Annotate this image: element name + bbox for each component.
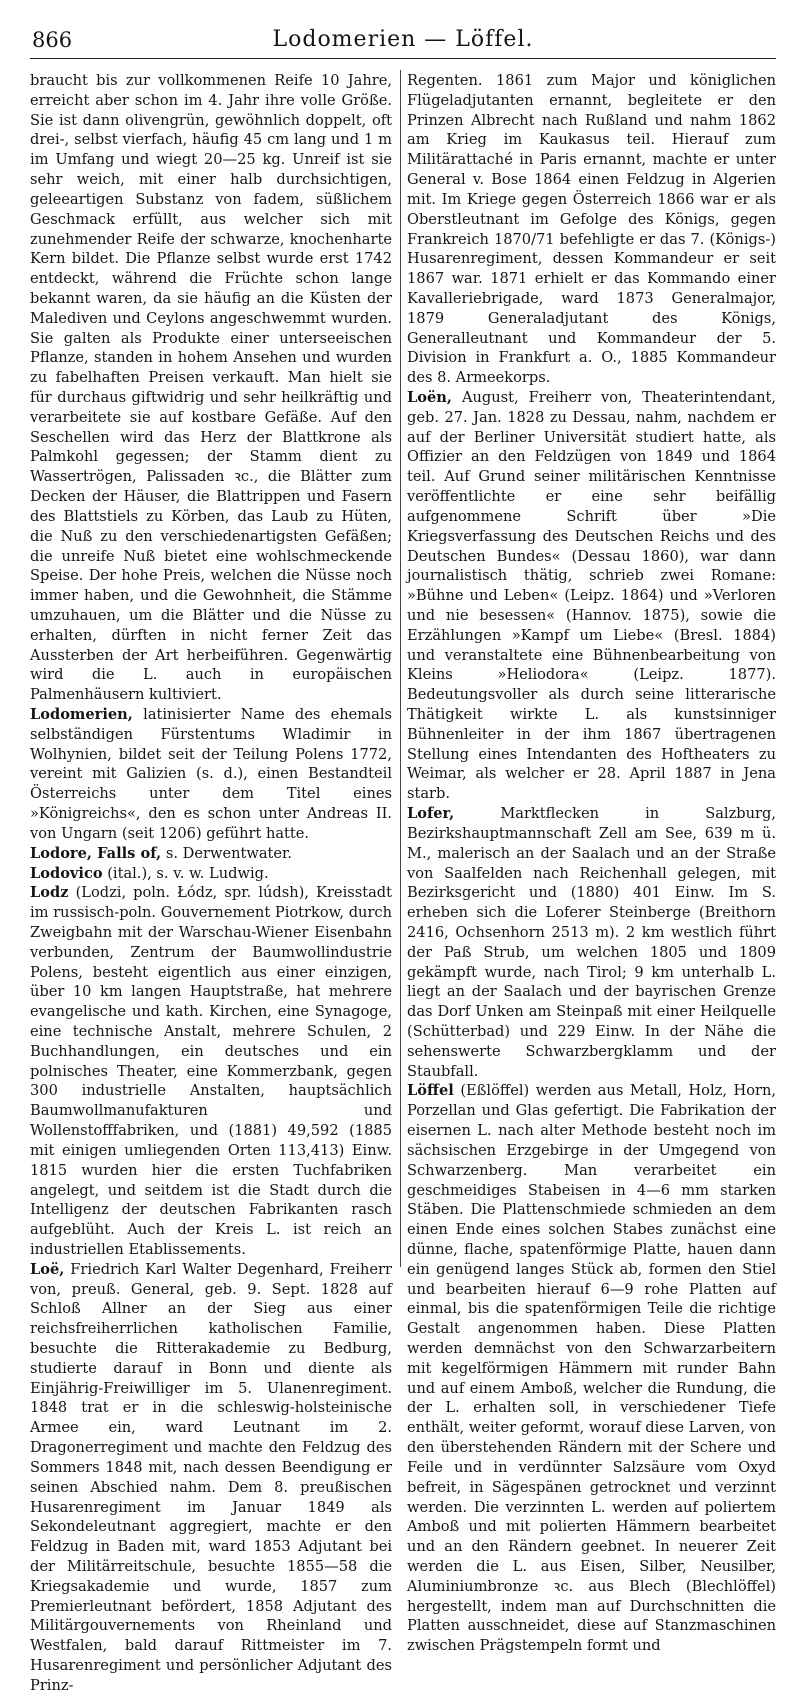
entry-headword: Loën, — [407, 389, 452, 406]
entry-text: s. Derwentwater. — [161, 844, 293, 862]
dictionary-entry — [30, 883, 392, 1259]
entry-text: (Eßlöffel) werden aus Metall, Holz, Horn, Porzellan und Glas gefertigt. Die Fabrikation der eisernen L. nach alter Methode besteht noch im sächsischen Erzgebirge in der Umgegend von Schwarzenberg. Man verarbeitet ein geschmeidiges Stabeisen in 4—6 mm starken Stäben. Die Plattenschmiede schmieden an dem einen Ende eines solchen Stabes zunächst eine dünne, flache, spatenförmige Platte, hauen dann ein genügend langes Stück ab, formen den Stiel und bearbeiten hierauf 6—9 rohe Platten auf einmal, bis die spatenförmigen Teile die richtige Gestalt angenommen haben. Diese Platten werden demnächst von den Schwarzarbeitern mit kegelförmigen Hämmern mit runder Bahn und auf einem Amboß, welcher die Rundung, die der L. erhalten soll, in verschiedener Tiefe enthält, weiter geformt, worauf diese Larven, von den überstehenden Rändern mit der Schere und Feile und in verdünnter Salzsäure vom Oxyd befreit, in Sägespänen getrocknet und verzinnt werden. Die verzinnten L. werden auf poliertem Amboß und mit polierten Hämmern bearbeitet und an den Rändern geebnet. In neuerer Zeit werden die L. aus Eisen, Silber, Neusilber, Aluminiumbronze ꝛc. aus Blech (Blechlöffel) hergestellt, indem man auf Durchschnitten die Platten ausschneidet, diese auf Stanzmaschinen zwischen Prägstempeln formt und — [407, 1082, 777, 1655]
running-head: Lodomerien — Löffel. — [272, 27, 534, 52]
dictionary-entry — [30, 71, 392, 705]
entry-text: latinisierter Name des ehemals selbständigen Fürstentums Wladimir in Wolhynien, bildet seit der Teilung Polens 1772, vereint mit Galizien (s. d.), einen Bestandteil Österreichs unter dem Titel eines »Königreichs«, den es schon unter Andreas II. von Ungarn (seit 1206) geführt hatte. — [30, 706, 392, 842]
entry-text: Regenten. 1861 zum Major und königlichen Flügeladjutanten ernannt, begleitete er den Prinzen Albrecht nach Rußland und nahm 1862 am Krieg im Kaukasus teil. Hierauf zum Militärattaché in Paris ernannt, machte er unter General v. Bose 1864 einen Feldzug in Algerien mit. Im Kriege gegen Österreich 1866 war er als Oberstleutnant im Gefolge des Königs, gegen Frankreich 1870/71 befehligte er das 7. (Königs-) Husarenregiment, dessen Kommandeur er seit 1867 war. 1871 erhielt er das Kommando einer Kavalleriebrigade, ward 1873 Generalmajor, 1879 Generaladjutant des Königs, Generalleutnant und Kommandeur der 5. Division in Frankfurt a. O., 1885 Kommandeur des 8. Armeekorps. — [407, 72, 776, 387]
entry-text: Friedrich Karl Walter Degenhard, Freiherr von, preuß. General, geb. 9. Sept. 1828 auf Schloß Allner an der Sieg aus einer reichsfreiherrlichen katholischen Familie, besuchte die Ritterakademie zu Bedburg, studierte darauf in Bonn und diente als Einjährig-Freiwilliger im 5. Ulanenregiment. 1848 trat er in die schleswig-holsteinische Armee ein, ward Leutnant im 2. Dragonerregiment und machte den Feldzug des Sommers 1848 mit, nach dessen Beendigung er seinen Abschied nahm. Dem 8. preußischen Husarenregiment im Januar 1849 als Sekondeleutnant aggregiert, machte er den Feldzug in Baden mit, ward 1853 Adjutant bei der Militärreitschule, besuchte 1855—58 die Kriegsakademie und wurde, 1857 zum Premierleutnant befördert, 1858 Adjutant des Militärgouvernements von Rheinland und Westfalen, bald darauf Rittmeister im 7. Husarenregiment und persönlicher Adjutant des Prinz- — [30, 1260, 392, 1694]
dictionary-entry — [30, 864, 392, 884]
entry-text: Marktflecken in Salzburg, Bezirkshauptmannschaft Zell am See, 639 m ü. M., malerisch an der Saalach und an der Straße von Saalfelden nach Reichenhall gelegen, mit Bezirksgericht und (1880) 401 Einw. Im S. erheben sich die Loferer Steinberge (Breithorn 2416, Ochsenhorn 2513 m). 2 km westlich führt der Paß Strub, um welchen 1805 und 1809 gekämpft wurde, nach Tirol; 9 km unterhalb L. liegt an der Saalach und der bayrischen Grenze das Dorf Unken am Steinpaß mit einer Heilquelle (Schütterbad) und 229 Einw. In der Nähe die sehenswerte Schwarzbergklamm und der Staubfall. — [407, 805, 776, 1080]
dictionary-entry — [407, 1081, 776, 1656]
entry-text: (Lodzi, poln. Łódz, spr. lúdsh), Kreisstadt im russisch-poln. Gouvernement Piotrkow, durch Zweigbahn mit der Warschau-Wiener Eisenbahn verbunden, Zentrum der Baumwollindustrie Polens, besteht eigentlich aus einer einzigen, über 10 km langen Hauptstraße, hat mehrere evangelische und kath. Kirchen, eine Synagoge, eine technische Anstalt, mehrere Schulen, 2 Buchhandlungen, ein deutsches und ein polnisches Theater, eine Kommerzbank, gegen 300 industrielle Anstalten, hauptsächlich Baumwollmanufakturen und Wollenstofffabriken, und (1881) 49,592 (1885 mit einigen umliegenden Orten 113,413) Einw. 1815 wurden hier die ersten Tuchfabriken angelegt, und seitdem ist die Stadt durch die Intelligenz der deutschen Fabrikanten rasch aufgeblüht. Auch der Kreis L. ist reich an industriellen Etablissements. — [30, 884, 392, 1258]
entry-headword: Lodomerien, — [30, 706, 133, 723]
entry-headword: Lofer, — [407, 805, 455, 823]
dictionary-entry — [30, 705, 392, 844]
entry-headword: Lodore, Falls of, — [30, 844, 162, 862]
dictionary-entry — [30, 844, 392, 864]
dictionary-entry — [30, 1260, 392, 1696]
entry-headword: Loë, — [30, 1260, 65, 1278]
entry-headword: Löffel — [407, 1082, 454, 1100]
dictionary-entry — [407, 388, 776, 804]
dictionary-entry — [407, 804, 776, 1081]
entry-text: braucht bis zur vollkommenen Reife 10 Jahre, erreicht aber schon im 4. Jahr ihre volle Größe. Sie ist dann olivengrün, gewöhnlich doppelt, oft drei-, selbst vierfach, häufig 45 cm lang und 1 m im Umfang und wiegt 20—25 kg. Unreif ist sie sehr weich, mit einer halb durchsichtigen, geleeartigen Substanz von fadem, süßlichem Geschmack erfüllt, aus welcher sich mit zunehmender Reife der schwarze, knochenharte Kern bildet. Die Pflanze selbst wurde erst 1742 entdeckt, während die Früchte schon lange bekannt waren, da sie häufig an die Küsten der Malediven und Ceylons angeschwemmt wurden. Sie galten als Produkte einer unterseeischen Pflanze, standen in hohem Ansehen und wurden zu fabelhaften Preisen verkauft. Man hielt sie für durchaus giftwidrig und sehr heilkräftig und verarbeitete sie auf kostbare Gefäße. Auf den Seschellen wird das Herz der Blattkrone als Palmkohl gegessen; der Stamm dient zu Wassertrögen, Palissaden ꝛc., die Blätter zum Decken der Häuser, die Blattrippen und Fasern des Blattstiels zu Körben, das Laub zu Hüten, die Nuß zu den verschiedenartigsten Gefäßen; die unreife Nuß bietet eine wohlschmeckende Speise. Der hohe Preis, welchen die Nüsse noch immer haben, und die Gewohnheit, die Stämme umzuhauen, um die Blätter und die Nüsse zu erhalten, dürften in nicht ferner Zeit das Aussterben der Art herbeiführen. Gegenwärtig wird die L. auch in europäischen Palmenhäusern kultiviert. — [30, 72, 392, 704]
dictionary-entry — [407, 71, 776, 388]
column-divider — [400, 70, 401, 1267]
left-column — [30, 71, 392, 1694]
entry-text: (ital.), s. v. w. Ludwig. — [102, 864, 269, 882]
entry-text: August, Freiherr von, Theaterintendant, geb. 27. Jan. 1828 zu Dessau, nahm, nachdem er auf der Berliner Universität studiert hatte, als Offizier an den Feldzügen von 1849 und 1864 teil. Auf Grund seiner militärischen Kenntnisse veröffentlichte er eine sehr beifällig aufgenommene Schrift über »Die Kriegsverfassung des Deutschen Reichs und des Deutschen Bundes« (Dessau 1860), war dann journalistisch thätig, schrieb zwei Romane: »Bühne und Leben« (Leipz. 1864) und »Verloren und nie besessen« (Hannov. 1875), sowie die Erzählungen »Kampf um Liebe« (Bresl. 1884) und veranstaltete eine Bühnenbearbeitung von Kleins »Heliodora« (Leipz. 1877). Bedeutungsvoller als durch seine litterarische Thätigkeit wirkte L. als kunstsinniger Bühnenleiter in der ihm 1867 übertragenen Stellung eines Intendanten des Hoftheaters zu Weimar, als welcher er 28. April 1887 in Jena starb. — [407, 389, 776, 803]
entry-headword: Lodovico — [30, 864, 103, 882]
entry-headword: Lodz — [30, 884, 69, 902]
right-column — [407, 71, 777, 1655]
page-number: 866 — [32, 28, 73, 52]
page-header — [30, 18, 776, 59]
